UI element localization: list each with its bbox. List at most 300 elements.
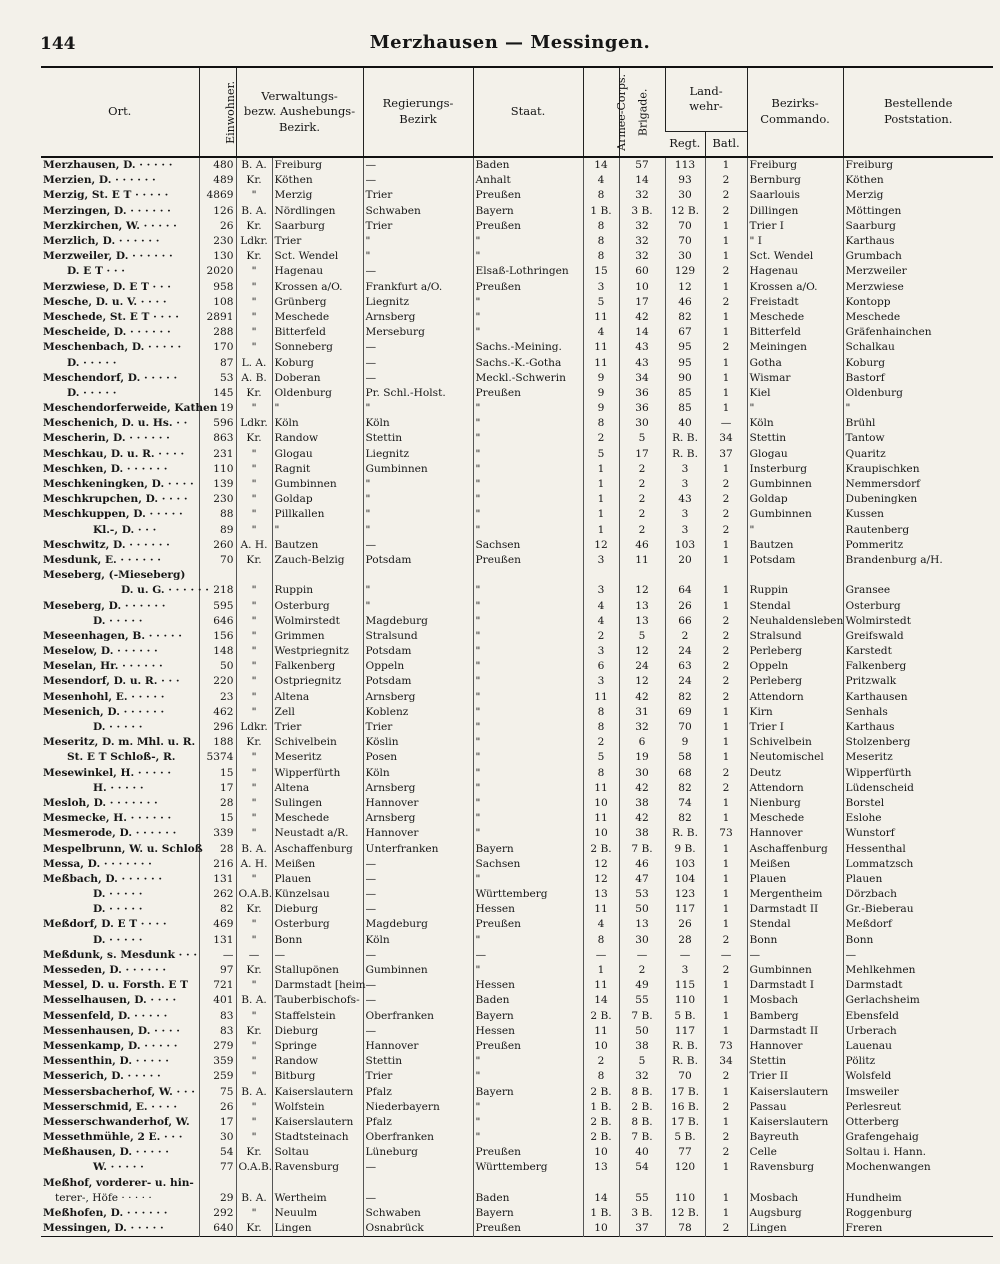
cell-bataillon: 1: [705, 720, 747, 735]
cell-armeekorps: 8: [583, 416, 619, 431]
cell-regiment: 58: [665, 750, 705, 765]
cell-brigade: 40: [619, 1145, 665, 1160]
cell-verwaltungsbezirk: Wertheim: [272, 1191, 363, 1206]
cell-regierungsbezirk: —: [363, 872, 473, 887]
cell-einwohner: 148: [199, 644, 236, 659]
cell-bezirk-abk: ": [236, 1115, 272, 1130]
cell-armeekorps: 5: [583, 295, 619, 310]
cell-poststation: Greifswald: [843, 629, 993, 644]
cell-verwaltungsbezirk: Goldap: [272, 492, 363, 507]
cell-regiment: 68: [665, 766, 705, 781]
cell-bataillon: 2: [705, 507, 747, 522]
cell-brigade: 13: [619, 614, 665, 629]
cell-poststation: Koburg: [843, 355, 993, 370]
cell-bataillon: 1: [705, 902, 747, 917]
cell-verwaltungsbezirk: ": [272, 401, 363, 416]
cell-regierungsbezirk: Merseburg: [363, 325, 473, 340]
cell-verwaltungsbezirk: Krossen a/O.: [272, 280, 363, 295]
cell-verwaltungsbezirk: Wolmirstedt: [272, 614, 363, 629]
cell-regiment: 3: [665, 477, 705, 492]
cell-bataillon: 1: [705, 598, 747, 613]
cell-regierungsbezirk: ": [363, 401, 473, 416]
cell-poststation: Darmstadt: [843, 978, 993, 993]
cell-regiment: —: [665, 948, 705, 963]
cell-regierungsbezirk: —: [363, 902, 473, 917]
cell-verwaltungsbezirk: Randow: [272, 1054, 363, 1069]
cell-staat: Baden: [473, 993, 583, 1008]
cell-bezirk-abk: ": [236, 477, 272, 492]
table-row: [41, 1009, 993, 1024]
table-row: [41, 826, 993, 841]
cell-ort: Meschendorf, D. · · · · ·: [43, 371, 178, 384]
cell-bataillon: 1: [705, 538, 747, 553]
cell-einwohner: 156: [199, 629, 236, 644]
cell-poststation: Gransee: [843, 583, 993, 598]
cell-staat: Württemberg: [473, 887, 583, 902]
cell-brigade: 12: [619, 583, 665, 598]
cell-bezirkskommando: Bonn: [747, 933, 843, 948]
cell-armeekorps: 10: [583, 796, 619, 811]
cell-brigade: 30: [619, 416, 665, 431]
cell-verwaltungsbezirk: Gumbinnen: [272, 477, 363, 492]
cell-regiment: [665, 568, 705, 583]
cell-regierungsbezirk: Köslin: [363, 735, 473, 750]
cell-armeekorps: 1 B.: [583, 204, 619, 219]
cell-poststation: Oldenburg: [843, 386, 993, 401]
cell-bezirk-abk: ": [236, 644, 272, 659]
cell-bezirk-abk: ": [236, 1206, 272, 1221]
cell-brigade: 60: [619, 264, 665, 279]
cell-einwohner: 108: [199, 295, 236, 310]
cell-regiment: 30: [665, 188, 705, 203]
cell-regierungsbezirk: Magdeburg: [363, 917, 473, 932]
cell-regierungsbezirk: ": [363, 507, 473, 522]
cell-bezirk-abk: ": [236, 1039, 272, 1054]
cell-ort: Meßbach, D. · · · · · ·: [43, 872, 163, 885]
cell-bataillon: 1: [705, 887, 747, 902]
cell-armeekorps: 2 B.: [583, 841, 619, 856]
cell-einwohner: 489: [199, 173, 236, 188]
cell-bezirkskommando: Oppeln: [747, 659, 843, 674]
cell-einwohner: 19: [199, 401, 236, 416]
cell-regiment: 16 B.: [665, 1100, 705, 1115]
cell-brigade: 32: [619, 188, 665, 203]
cell-armeekorps: 1: [583, 963, 619, 978]
cell-bataillon: [705, 568, 747, 583]
cell-bataillon: 34: [705, 1054, 747, 1069]
cell-regierungsbezirk: Oppeln: [363, 659, 473, 674]
cell-bataillon: 2: [705, 629, 747, 644]
cell-ort: Mesendorf, D. u. R. · · ·: [43, 675, 180, 688]
cell-bezirk-abk: Kr.: [236, 431, 272, 446]
cell-armeekorps: [583, 568, 619, 583]
cell-bezirk-abk: ": [236, 310, 272, 325]
cell-bezirk-abk: B. A.: [236, 204, 272, 219]
cell-einwohner: 2020: [199, 264, 236, 279]
table-row: [41, 234, 993, 249]
cell-ort: Mesloh, D. · · · · · · ·: [43, 796, 158, 809]
cell-verwaltungsbezirk: Neustadt a/R.: [272, 826, 363, 841]
cell-regiment: 66: [665, 614, 705, 629]
cell-ort: Meschkeningken, D. · · · ·: [43, 478, 194, 491]
cell-bezirkskommando: Lingen: [747, 1221, 843, 1237]
cell-ort: Meseenhagen, B. · · · · ·: [43, 629, 182, 642]
cell-staat: Hessen: [473, 1024, 583, 1039]
cell-staat: ": [473, 249, 583, 264]
table-row: [41, 157, 993, 173]
table-row: [41, 386, 993, 401]
table-row: [41, 355, 993, 370]
cell-regierungsbezirk: Potsdam: [363, 674, 473, 689]
cell-brigade: 7 B.: [619, 841, 665, 856]
cell-armeekorps: 9: [583, 371, 619, 386]
cell-bataillon: 1: [705, 796, 747, 811]
cell-ort: Meseberg, D. · · · · · ·: [43, 599, 166, 612]
cell-bezirk-abk: ": [236, 674, 272, 689]
cell-poststation: Köthen: [843, 173, 993, 188]
cell-verwaltungsbezirk: Ravensburg: [272, 1160, 363, 1175]
cell-verwaltungsbezirk: ": [272, 523, 363, 538]
cell-brigade: 50: [619, 902, 665, 917]
cell-ort: Meßdunk, s. Mesdunk · · ·: [43, 948, 198, 961]
table-row: [41, 492, 993, 507]
cell-regierungsbezirk: —: [363, 978, 473, 993]
cell-staat: ": [473, 234, 583, 249]
cell-regiment: 74: [665, 796, 705, 811]
cell-bezirk-abk: B. A.: [236, 993, 272, 1008]
cell-armeekorps: 4: [583, 598, 619, 613]
table-row: [41, 1145, 993, 1160]
cell-poststation: Brühl: [843, 416, 993, 431]
cell-regierungsbezirk: ": [363, 234, 473, 249]
cell-regierungsbezirk: —: [363, 340, 473, 355]
cell-staat: Württemberg: [473, 1160, 583, 1175]
col-bezirkskommando: Bezirks- Commando.: [747, 67, 843, 157]
cell-regiment: 12 B.: [665, 204, 705, 219]
cell-bezirkskommando: Stralsund: [747, 629, 843, 644]
cell-bezirk-abk: ": [236, 690, 272, 705]
cell-armeekorps: 3: [583, 644, 619, 659]
cell-bezirkskommando: Glogau: [747, 447, 843, 462]
cell-poststation: Dörzbach: [843, 887, 993, 902]
cell-bataillon: 1: [705, 462, 747, 477]
cell-regiment: 64: [665, 583, 705, 598]
cell-bezirkskommando: Kaiserslautern: [747, 1084, 843, 1099]
cell-verwaltungsbezirk: [272, 1176, 363, 1191]
cell-staat: Preußen: [473, 386, 583, 401]
cell-verwaltungsbezirk: Falkenberg: [272, 659, 363, 674]
cell-bataillon: 37: [705, 447, 747, 462]
cell-brigade: 5: [619, 1054, 665, 1069]
cell-brigade: 38: [619, 826, 665, 841]
cell-brigade: [619, 568, 665, 583]
cell-bezirk-abk: Ldkr.: [236, 416, 272, 431]
cell-ort: Meschede, St. E T · · · ·: [43, 310, 179, 323]
cell-verwaltungsbezirk: Darmstadt [heim: [272, 978, 363, 993]
cell-poststation: Nemmersdorf: [843, 477, 993, 492]
cell-poststation: Meschede: [843, 310, 993, 325]
cell-staat: Preußen: [473, 219, 583, 234]
cell-armeekorps: 2: [583, 735, 619, 750]
cell-armeekorps: 4: [583, 173, 619, 188]
cell-brigade: 42: [619, 310, 665, 325]
cell-regierungsbezirk: —: [363, 1191, 473, 1206]
cell-poststation: Otterberg: [843, 1115, 993, 1130]
cell-bataillon: —: [705, 948, 747, 963]
cell-brigade: 46: [619, 857, 665, 872]
cell-bataillon: 2: [705, 963, 747, 978]
cell-poststation: Meßdorf: [843, 917, 993, 932]
table-row: [41, 219, 993, 234]
cell-bezirkskommando: Ruppin: [747, 583, 843, 598]
cell-regiment: 70: [665, 219, 705, 234]
cell-einwohner: 288: [199, 325, 236, 340]
cell-bezirkskommando: Bautzen: [747, 538, 843, 553]
cell-staat: ": [473, 1130, 583, 1145]
cell-staat: ": [473, 644, 583, 659]
cell-regierungsbezirk: —: [363, 173, 473, 188]
cell-staat: Preußen: [473, 1145, 583, 1160]
cell-ort: Meschwitz, D. · · · · · ·: [43, 538, 170, 551]
cell-bataillon: 1: [705, 857, 747, 872]
cell-bezirkskommando: Wismar: [747, 371, 843, 386]
cell-regierungsbezirk: Arnsberg: [363, 781, 473, 796]
table-row: [41, 1024, 993, 1039]
cell-verwaltungsbezirk: Ostpriegnitz: [272, 674, 363, 689]
cell-regiment: R. B.: [665, 447, 705, 462]
cell-bezirk-abk: ": [236, 659, 272, 674]
cell-armeekorps: 8: [583, 705, 619, 720]
cell-verwaltungsbezirk: Neuulm: [272, 1206, 363, 1221]
cell-einwohner: 595: [199, 598, 236, 613]
cell-verwaltungsbezirk: Lingen: [272, 1221, 363, 1237]
cell-armeekorps: 5: [583, 750, 619, 765]
table-row: [41, 1054, 993, 1069]
cell-regiment: 5 B.: [665, 1130, 705, 1145]
cell-bataillon: 2: [705, 1130, 747, 1145]
cell-regierungsbezirk: Liegnitz: [363, 447, 473, 462]
cell-regiment: 26: [665, 917, 705, 932]
cell-bezirkskommando: Neuhaldensleben: [747, 614, 843, 629]
cell-ort: Merzien, D. · · · · · ·: [43, 174, 156, 187]
cell-bataillon: 1: [705, 325, 747, 340]
cell-verwaltungsbezirk: Bonn: [272, 933, 363, 948]
cell-regierungsbezirk: [363, 1176, 473, 1191]
cell-ort: Mesewinkel, H. · · · · ·: [43, 766, 172, 779]
cell-bezirk-abk: Kr.: [236, 1024, 272, 1039]
cell-bataillon: 2: [705, 766, 747, 781]
cell-armeekorps: 12: [583, 857, 619, 872]
cell-bezirkskommando: " I: [747, 234, 843, 249]
cell-poststation: Gr.-Bieberau: [843, 902, 993, 917]
cell-regierungsbezirk: ": [363, 492, 473, 507]
cell-regiment: R. B.: [665, 431, 705, 446]
cell-einwohner: 17: [199, 781, 236, 796]
cell-verwaltungsbezirk: Meißen: [272, 857, 363, 872]
cell-poststation: Mochenwangen: [843, 1160, 993, 1175]
cell-regierungsbezirk: Schwaben: [363, 1206, 473, 1221]
cell-bezirk-abk: Kr.: [236, 553, 272, 568]
cell-armeekorps: 1: [583, 477, 619, 492]
cell-bezirk-abk: ": [236, 264, 272, 279]
cell-brigade: 13: [619, 917, 665, 932]
cell-bataillon: 2: [705, 1100, 747, 1115]
cell-bezirk-abk: ": [236, 917, 272, 932]
cell-verwaltungsbezirk: Soltau: [272, 1145, 363, 1160]
cell-bezirk-abk: ": [236, 325, 272, 340]
cell-bezirk-abk: ": [236, 1009, 272, 1024]
cell-armeekorps: 1 B.: [583, 1206, 619, 1221]
cell-bataillon: 2: [705, 674, 747, 689]
cell-bezirk-abk: ": [236, 188, 272, 203]
cell-poststation: Kontopp: [843, 295, 993, 310]
cell-brigade: 38: [619, 796, 665, 811]
cell-poststation: Imsweiler: [843, 1084, 993, 1099]
cell-regierungsbezirk: Pfalz: [363, 1084, 473, 1099]
cell-bezirkskommando: Darmstadt II: [747, 902, 843, 917]
cell-bezirkskommando: Meiningen: [747, 340, 843, 355]
cell-einwohner: 70: [199, 553, 236, 568]
cell-regiment: 9 B.: [665, 841, 705, 856]
cell-armeekorps: 8: [583, 234, 619, 249]
table-row: [41, 507, 993, 522]
cell-staat: Bayern: [473, 841, 583, 856]
cell-armeekorps: 3: [583, 280, 619, 295]
cell-regiment: 3: [665, 462, 705, 477]
cell-poststation: Senhals: [843, 705, 993, 720]
cell-bezirkskommando: Potsdam: [747, 553, 843, 568]
cell-regierungsbezirk: —: [363, 887, 473, 902]
cell-bezirkskommando: Meschede: [747, 811, 843, 826]
cell-einwohner: 5374: [199, 750, 236, 765]
cell-regiment: 3: [665, 963, 705, 978]
cell-poststation: Merzwiese: [843, 280, 993, 295]
cell-poststation: Wolsfeld: [843, 1069, 993, 1084]
cell-verwaltungsbezirk: Wolfstein: [272, 1100, 363, 1115]
cell-einwohner: 82: [199, 902, 236, 917]
cell-staat: Bayern: [473, 204, 583, 219]
cell-verwaltungsbezirk: Doberan: [272, 371, 363, 386]
cell-brigade: 57: [619, 157, 665, 173]
cell-staat: ": [473, 523, 583, 538]
cell-bezirk-abk: Ldkr.: [236, 720, 272, 735]
cell-einwohner: 83: [199, 1024, 236, 1039]
cell-regierungsbezirk: Frankfurt a/O.: [363, 280, 473, 295]
cell-staat: ": [473, 629, 583, 644]
cell-regierungsbezirk: Osnabrück: [363, 1221, 473, 1237]
cell-einwohner: 28: [199, 841, 236, 856]
cell-staat: ": [473, 796, 583, 811]
table-row: [41, 295, 993, 310]
cell-regiment: 110: [665, 1191, 705, 1206]
table-row: [41, 1069, 993, 1084]
cell-bataillon: 1: [705, 355, 747, 370]
cell-ort: W. · · · · ·: [93, 1161, 144, 1174]
cell-bezirk-abk: L. A.: [236, 355, 272, 370]
cell-brigade: 32: [619, 249, 665, 264]
cell-einwohner: 2891: [199, 310, 236, 325]
cell-bezirkskommando: ": [747, 401, 843, 416]
cell-verwaltungsbezirk: Bautzen: [272, 538, 363, 553]
cell-brigade: 14: [619, 325, 665, 340]
cell-regiment: 24: [665, 644, 705, 659]
cell-bataillon: 1: [705, 401, 747, 416]
cell-bataillon: 1: [705, 978, 747, 993]
cell-regiment: 95: [665, 340, 705, 355]
cell-staat: Baden: [473, 157, 583, 173]
cell-bezirkskommando: Bamberg: [747, 1009, 843, 1024]
cell-poststation: Merzig: [843, 188, 993, 203]
cell-armeekorps: 10: [583, 1039, 619, 1054]
cell-bezirkskommando: Meißen: [747, 857, 843, 872]
cell-bezirkskommando: Gotha: [747, 355, 843, 370]
cell-poststation: Pölitz: [843, 1054, 993, 1069]
cell-ort: Mesmecke, H. · · · · · ·: [43, 812, 172, 825]
cell-regierungsbezirk: Hannover: [363, 826, 473, 841]
cell-verwaltungsbezirk: Ragnit: [272, 462, 363, 477]
cell-staat: ": [473, 447, 583, 462]
cell-ort: Merzkirchen, W. · · · · ·: [43, 219, 177, 232]
cell-brigade: 11: [619, 553, 665, 568]
cell-einwohner: 77: [199, 1160, 236, 1175]
cell-staat: Preußen: [473, 553, 583, 568]
cell-brigade: 32: [619, 234, 665, 249]
cell-regierungsbezirk: Gumbinnen: [363, 963, 473, 978]
cell-verwaltungsbezirk: Sct. Wendel: [272, 249, 363, 264]
col-landwehr: Land- wehr-: [665, 67, 747, 131]
cell-ort: Messethmühle, 2 E. · · ·: [43, 1131, 183, 1144]
cell-bezirk-abk: ": [236, 766, 272, 781]
cell-bezirkskommando: Dillingen: [747, 204, 843, 219]
cell-einwohner: 596: [199, 416, 236, 431]
cell-einwohner: 260: [199, 538, 236, 553]
cell-armeekorps: 3: [583, 583, 619, 598]
cell-bezirkskommando: Gumbinnen: [747, 963, 843, 978]
cell-brigade: 5: [619, 629, 665, 644]
cell-poststation: [843, 568, 993, 583]
cell-brigade: 54: [619, 1160, 665, 1175]
cell-einwohner: 188: [199, 735, 236, 750]
cell-ort: Mesche, D. u. V. · · · ·: [43, 295, 167, 308]
cell-bezirkskommando: Darmstadt I: [747, 978, 843, 993]
cell-bezirk-abk: A. H.: [236, 857, 272, 872]
cell-brigade: 3 B.: [619, 1206, 665, 1221]
cell-verwaltungsbezirk: Nördlingen: [272, 204, 363, 219]
cell-poststation: Perlesreut: [843, 1100, 993, 1115]
cell-bezirk-abk: ": [236, 1100, 272, 1115]
cell-staat: [473, 568, 583, 583]
page-header: [40, 30, 980, 60]
table-row: [41, 553, 993, 568]
cell-bataillon: 34: [705, 431, 747, 446]
table-row: [41, 705, 993, 720]
cell-einwohner: 220: [199, 674, 236, 689]
cell-armeekorps: 11: [583, 978, 619, 993]
cell-regiment: 123: [665, 887, 705, 902]
cell-verwaltungsbezirk: Saarburg: [272, 219, 363, 234]
cell-regierungsbezirk: —: [363, 1160, 473, 1175]
cell-verwaltungsbezirk: Meschede: [272, 811, 363, 826]
cell-verwaltungsbezirk: Wipperfürth: [272, 766, 363, 781]
cell-ort: Merzweiler, D. · · · · · ·: [43, 250, 173, 263]
cell-brigade: 42: [619, 811, 665, 826]
cell-einwohner: 50: [199, 659, 236, 674]
table-row: [41, 1176, 993, 1191]
cell-einwohner: 216: [199, 857, 236, 872]
cell-bezirk-abk: Kr.: [236, 902, 272, 917]
cell-brigade: 43: [619, 340, 665, 355]
table-row: [41, 948, 993, 963]
